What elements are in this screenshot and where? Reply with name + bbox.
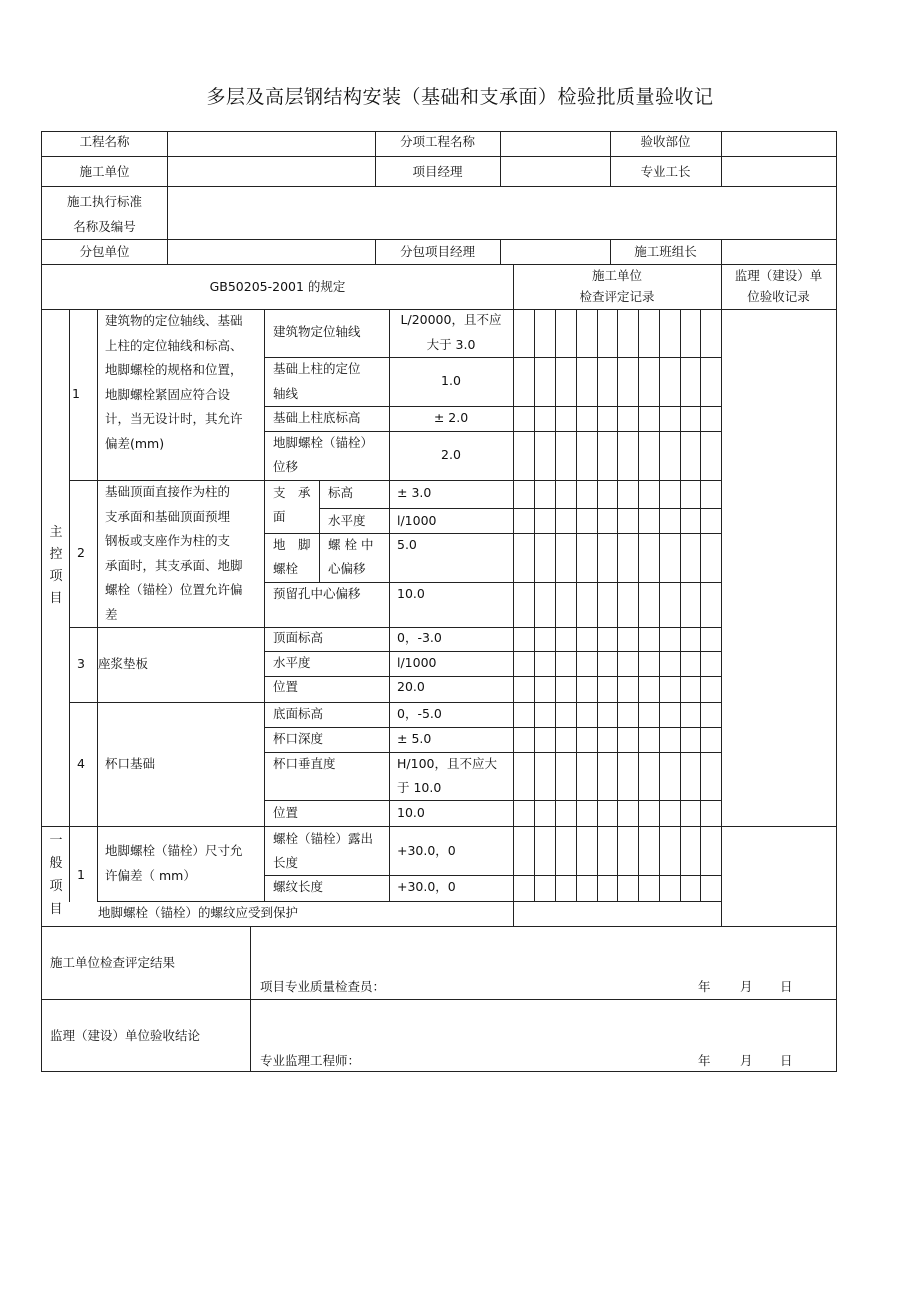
item3-num: 3 bbox=[77, 656, 85, 671]
bolt-center-offset-name: 心偏移 bbox=[328, 561, 366, 576]
grid-line bbox=[97, 309, 98, 902]
engineer-label: 专业监理工程师： bbox=[260, 1053, 361, 1068]
supervision-head-line2: 位验收记录 bbox=[747, 289, 810, 304]
item2-level-name: 水平度 bbox=[328, 513, 366, 528]
grid-line bbox=[41, 1071, 837, 1072]
grid-line bbox=[721, 239, 722, 265]
item4-row-name: 杯口垂直度 bbox=[273, 756, 336, 771]
grid-line bbox=[167, 131, 168, 265]
item1-num: 1 bbox=[72, 386, 80, 401]
grid-line bbox=[576, 309, 577, 902]
general-row-name: 长度 bbox=[273, 855, 299, 870]
item2-elevation-name: 标高 bbox=[328, 485, 354, 500]
bearing-surface-label: 面 bbox=[273, 509, 286, 524]
grid-line bbox=[69, 702, 722, 703]
day-label: 日 bbox=[780, 979, 793, 994]
page-title: 多层及高层钢结构安装（基础和支承面）检验批质量验收记 bbox=[206, 86, 714, 108]
month-label: 月 bbox=[740, 1053, 753, 1068]
grid-line bbox=[41, 186, 837, 187]
spec-head: GB50205-2001 的规定 bbox=[209, 279, 346, 294]
month-label: 月 bbox=[740, 979, 753, 994]
item3-row-name: 水平度 bbox=[273, 655, 311, 670]
item1-row2-name: 轴线 bbox=[273, 386, 299, 401]
item4-row-value: 10.0 bbox=[397, 805, 425, 820]
main-control-char: 控 bbox=[49, 547, 63, 562]
item4-row-name: 底面标高 bbox=[273, 706, 324, 721]
hole-offset-value: 10.0 bbox=[397, 586, 425, 601]
grid-line bbox=[721, 264, 722, 927]
item3-row-value: 20.0 bbox=[397, 679, 425, 694]
grid-line bbox=[41, 999, 837, 1000]
acceptance-part-label: 验收部位 bbox=[640, 134, 691, 149]
item4-row-name: 杯口深度 bbox=[273, 731, 324, 746]
item2-level-value: l/1000 bbox=[397, 513, 437, 528]
item4-row-value: H/100，且不应大 bbox=[397, 756, 497, 771]
item3-row-name: 位置 bbox=[273, 679, 299, 694]
item1-row2-value: 1.0 bbox=[441, 373, 461, 388]
general-row-name: 螺栓（锚栓）露出 bbox=[273, 831, 374, 846]
item1-row3-name: 基础上柱底标高 bbox=[273, 410, 361, 425]
item2-desc: 基础顶面直接作为柱的 支承面和基础顶面预埋 钢板或支座作为柱的支 承面时，其支承面、地脚 螺栓（锚栓）位置允许偏 差 bbox=[105, 484, 243, 622]
grid-line bbox=[41, 131, 42, 1072]
general-row-name: 螺纹长度 bbox=[273, 879, 324, 894]
day-label: 日 bbox=[780, 1053, 793, 1068]
general-row-value: +30.0，0 bbox=[397, 843, 456, 858]
item1-desc: 建筑物的定位轴线、基础 上柱的定位轴线和标高、 地脚螺栓的规格和位置， 地脚螺栓紧固应符合设 计，当无设计时，其允许 偏差(mm) bbox=[105, 313, 243, 451]
grid-line bbox=[534, 309, 535, 902]
general-desc: 许偏差（ mm） bbox=[105, 868, 196, 883]
grid-line bbox=[69, 826, 70, 902]
item1-row1-value: L/20000，且不应 bbox=[400, 312, 502, 327]
sub-project-label: 分项工程名称 bbox=[399, 134, 475, 149]
item4-row-value: ± 5.0 bbox=[397, 731, 432, 746]
anchor-bolt-label: 地 脚 bbox=[273, 537, 311, 552]
grid-line bbox=[597, 309, 598, 902]
hole-offset-name: 预留孔中心偏移 bbox=[273, 586, 361, 601]
grid-line bbox=[41, 156, 837, 157]
grid-line bbox=[700, 309, 701, 902]
item4-desc: 杯口基础 bbox=[105, 756, 156, 771]
grid-line bbox=[638, 309, 639, 902]
grid-line bbox=[555, 309, 556, 902]
project-name-label: 工程名称 bbox=[79, 134, 130, 149]
foreman-label: 专业工长 bbox=[640, 164, 691, 179]
grid-line bbox=[69, 309, 70, 827]
item2-elevation-value: ± 3.0 bbox=[397, 485, 432, 500]
anchor-bolt-label: 螺栓 bbox=[273, 561, 299, 576]
grid-line bbox=[319, 480, 320, 583]
general-char: 般 bbox=[49, 856, 63, 871]
project-manager-label: 项目经理 bbox=[412, 164, 463, 179]
item3-row-value: l/1000 bbox=[397, 655, 437, 670]
main-control-char: 目 bbox=[49, 591, 63, 606]
grid-line bbox=[836, 131, 837, 1072]
item4-row-value: 0，-5.0 bbox=[397, 706, 442, 721]
general-row-value: +30.0，0 bbox=[397, 879, 456, 894]
team-leader-label: 施工班组长 bbox=[634, 244, 697, 259]
grid-line bbox=[41, 926, 837, 927]
grid-line bbox=[264, 651, 722, 652]
grid-line bbox=[319, 508, 722, 509]
general-desc: 地脚螺栓（锚栓）尺寸允 bbox=[105, 843, 243, 858]
standard-label-line2: 名称及编号 bbox=[73, 219, 136, 234]
main-control-char: 项 bbox=[49, 569, 63, 584]
item4-row-value: 于 10.0 bbox=[397, 780, 442, 795]
item1-row3-value: ± 2.0 bbox=[433, 410, 469, 425]
item4-row-name: 位置 bbox=[273, 805, 299, 820]
grid-line bbox=[264, 727, 722, 728]
grid-line bbox=[41, 826, 837, 827]
bearing-surface-label: 支 承 bbox=[273, 485, 311, 500]
construction-unit-label: 施工单位 bbox=[79, 164, 130, 179]
grid-line bbox=[513, 309, 514, 927]
year-label: 年 bbox=[698, 1053, 711, 1068]
item3-row-name: 顶面标高 bbox=[273, 630, 324, 645]
item2-num: 2 bbox=[77, 545, 85, 560]
grid-line bbox=[500, 239, 501, 265]
general-char: 一 bbox=[49, 833, 63, 848]
item3-desc: 座浆垫板 bbox=[98, 656, 149, 671]
grid-line bbox=[264, 875, 722, 876]
general-char: 项 bbox=[49, 879, 63, 894]
construction-result-label: 施工单位检查评定结果 bbox=[50, 955, 176, 970]
supervision-head-line1: 监理（建设）单 bbox=[734, 268, 823, 283]
bolt-center-offset-name: 螺 栓 中 bbox=[328, 537, 374, 552]
grid-line bbox=[264, 800, 722, 801]
grid-line bbox=[250, 926, 251, 1072]
item1-row1-name: 建筑物定位轴线 bbox=[273, 324, 361, 339]
general-num: 1 bbox=[77, 867, 85, 882]
check-head-line2: 检查评定记录 bbox=[579, 289, 655, 304]
grid-line bbox=[500, 131, 501, 187]
item4-num: 4 bbox=[77, 756, 85, 771]
sub-manager-label: 分包项目经理 bbox=[399, 244, 475, 259]
protection-note: 地脚螺栓（锚栓）的螺纹应受到保护 bbox=[98, 905, 299, 920]
check-head-line1: 施工单位 bbox=[591, 268, 642, 283]
grid-line bbox=[721, 131, 722, 187]
year-label: 年 bbox=[698, 979, 711, 994]
subcontractor-label: 分包单位 bbox=[79, 244, 130, 259]
supervision-result-label: 监理（建设）单位验收结论 bbox=[50, 1028, 201, 1043]
item1-row1-value: 大于 3.0 bbox=[426, 337, 476, 352]
grid-line bbox=[680, 309, 681, 902]
item1-row4-value: 2.0 bbox=[441, 447, 461, 462]
item1-row4-name: 位移 bbox=[273, 459, 299, 474]
inspector-label: 项目专业质量检查员： bbox=[260, 979, 386, 994]
grid-line bbox=[617, 309, 618, 902]
bolt-center-offset-value: 5.0 bbox=[397, 537, 417, 552]
item1-row2-name: 基础上柱的定位 bbox=[273, 361, 361, 376]
item3-row-value: 0，-3.0 bbox=[397, 630, 442, 645]
standard-label-line1: 施工执行标准 bbox=[66, 194, 142, 209]
item1-row4-name: 地脚螺栓（锚栓） bbox=[273, 435, 374, 450]
grid-line bbox=[264, 676, 722, 677]
grid-line bbox=[659, 309, 660, 902]
grid-line bbox=[389, 309, 390, 902]
general-char: 目 bbox=[49, 902, 63, 917]
main-control-char: 主 bbox=[49, 525, 63, 540]
